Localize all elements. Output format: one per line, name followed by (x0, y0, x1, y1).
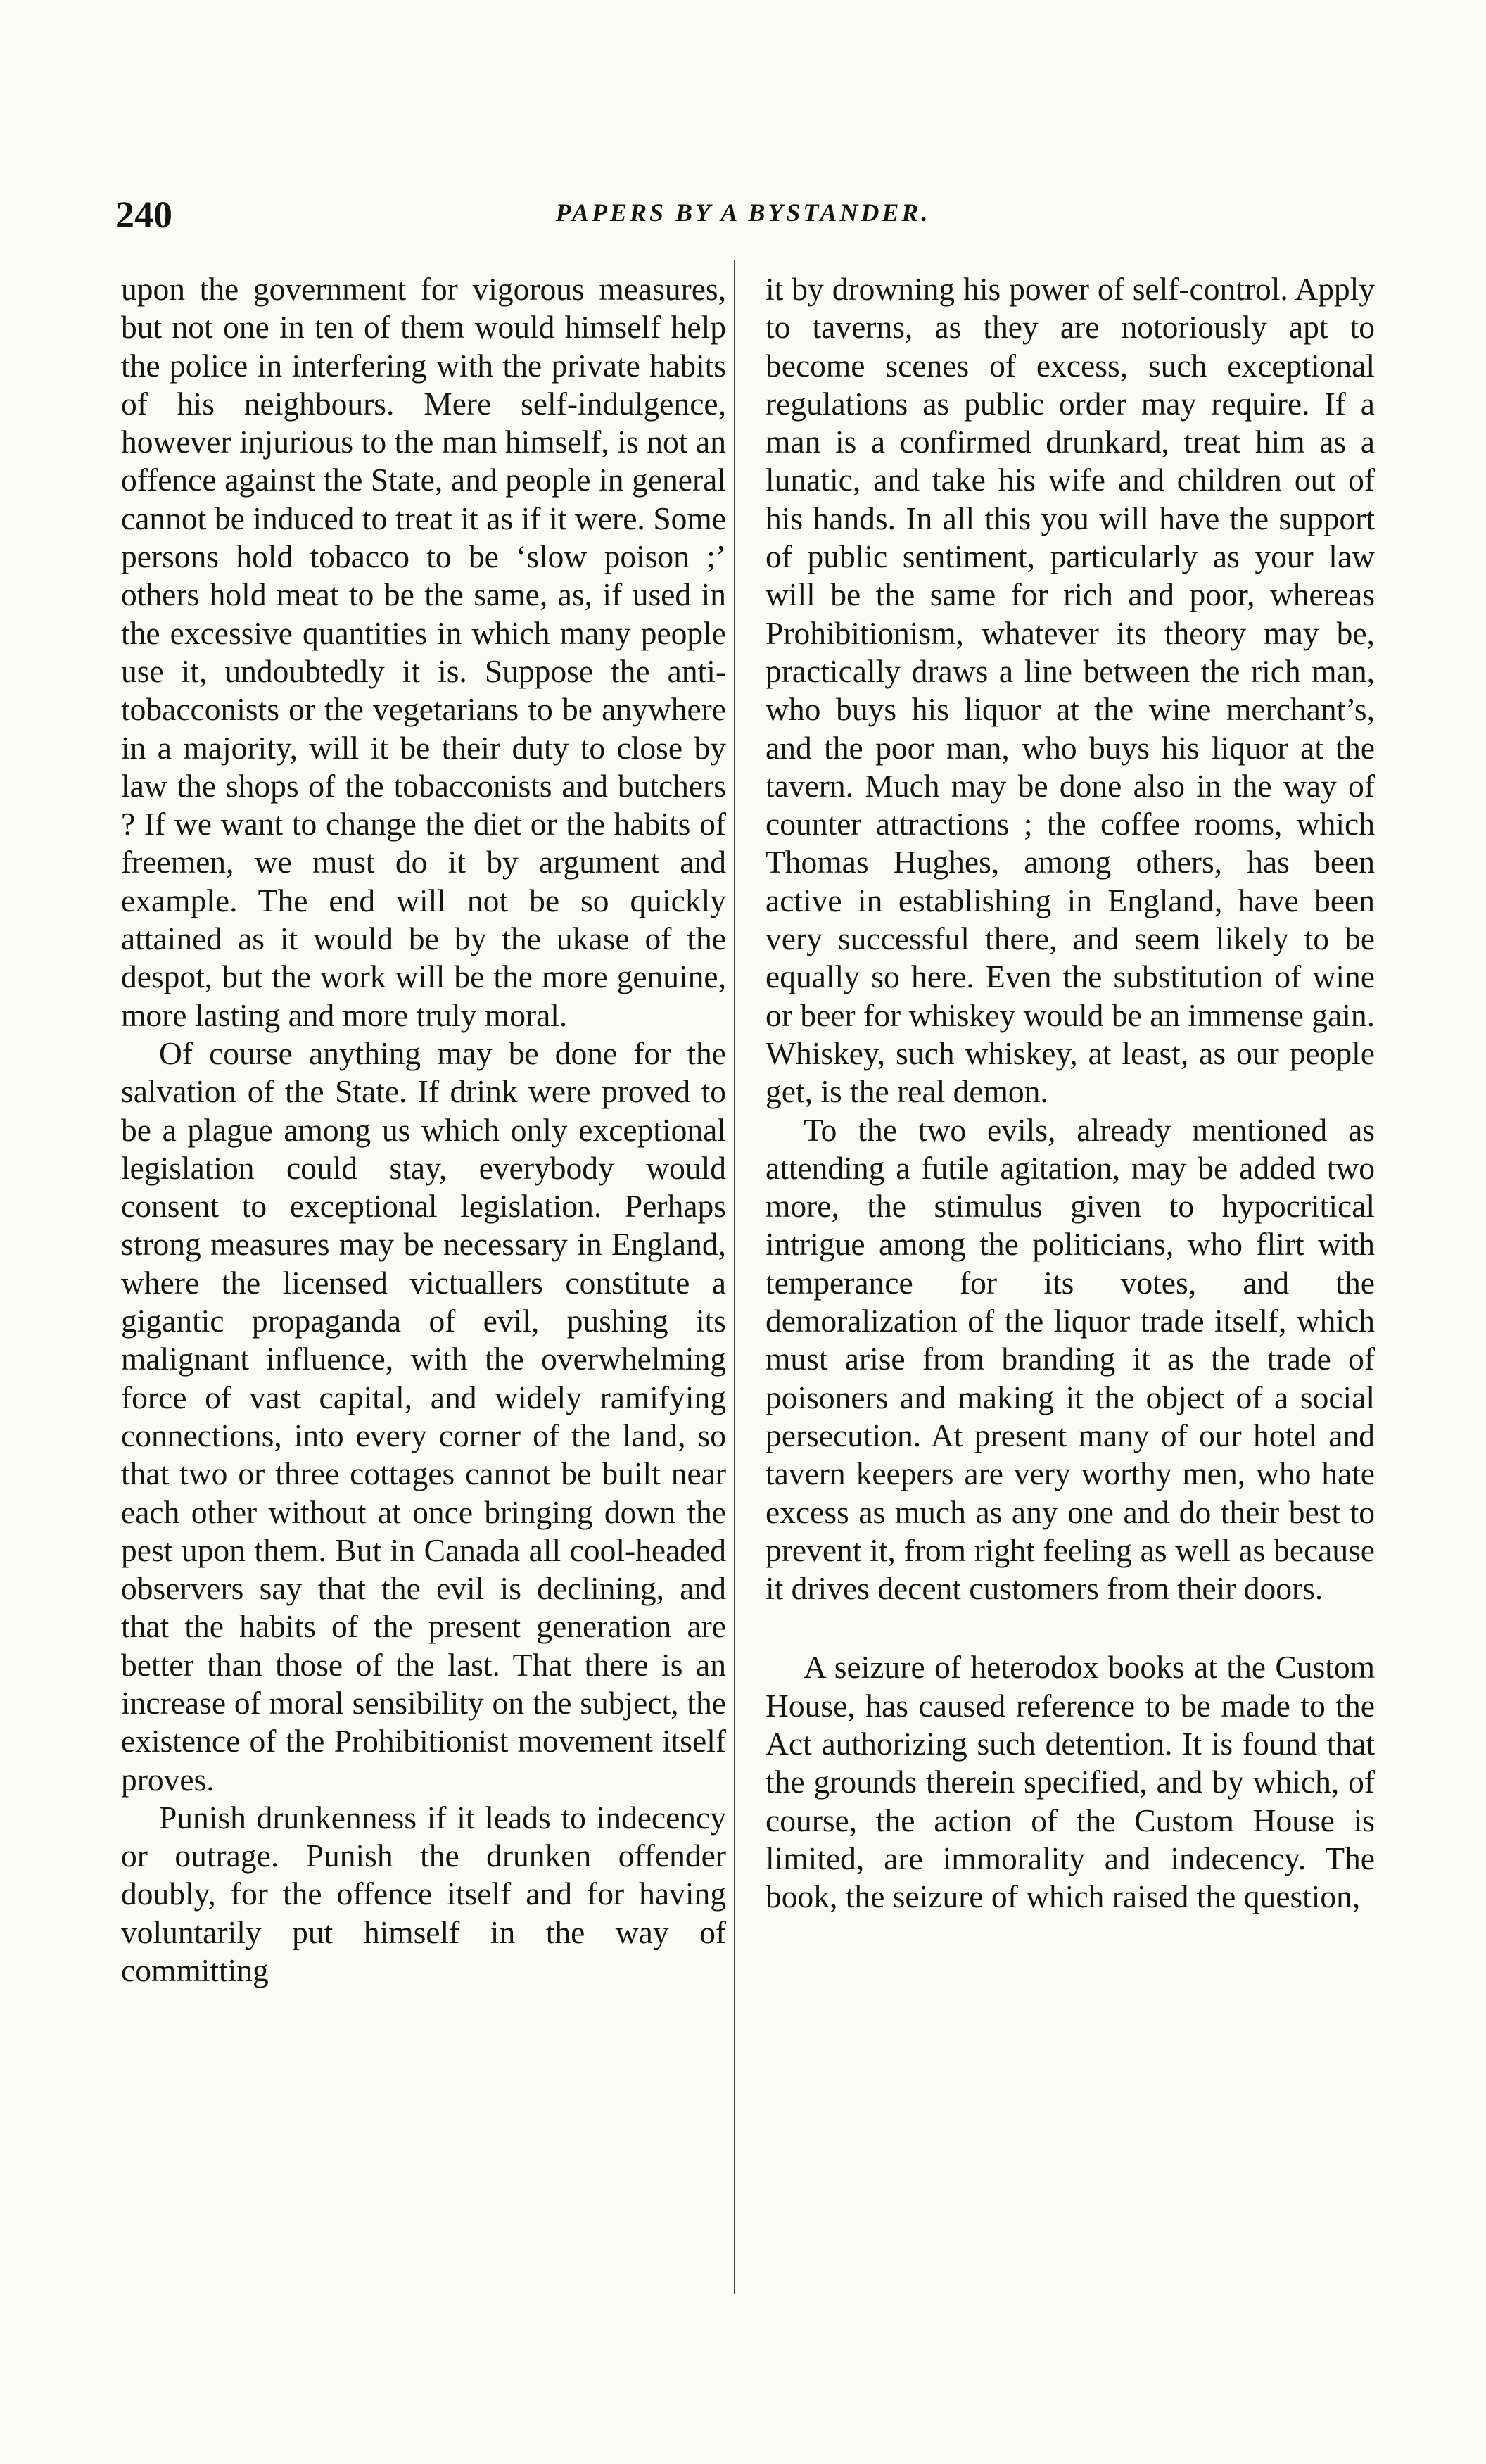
paragraph: A seizure of heterodox books at the Custom House, has caused reference to be made to the Act authorizing such detention. It is found that the grounds therein specified, and by which, of course, the action of the Custom House is limited, are immorality and indecency. The book, the seizure of which raised the question, (766, 1649, 1375, 1915)
page-number: 240 (115, 194, 172, 236)
paragraph: it by drowning his power of self-control. Apply to taverns, as they are notoriously apt to become scenes of excess, such exceptional regulations as public order may require. If a man is a confirmed drunkard, treat him as a lunatic, and take his wife and children out of his hands. In all this you will have the support of public sentiment, particularly as your law will be the same for rich and poor, whereas Prohibitionism, whatever its theory may be, practically draws a line between the rich man, who buys his liquor at the wine merchant’s, and the poor man, who buys his liquor at the tavern. Much may be done also in the way of counter attractions ; the coffee rooms, which Thomas Hughes, among others, has been active in establishing in England, have been very successful there, and seem likely to be equally so here. Even the substitution of wine or beer for whiskey would be an immense gain. Whiskey, such whiskey, at least, as our people get, is the real demon. (766, 271, 1375, 1110)
paragraph: upon the government for vigorous measures, but not one in ten of them would himself help the police in interfering with the private habits of his neighbours. Mere self-indulgence, however injurious to the man himself, is not an offence against the State, and people in general cannot be induced to treat it as if it were. Some persons hold tobacco to be ‘slow poison ;’ others hold meat to be the same, as, if used in the excessive quantities in which many people use it, undoubtedly it is. Suppose the anti-tobacconists or the vegetarians to be anywhere in a majority, will it be their duty to close by law the shops of the tobacconists and butchers ? If we want to change the diet or the habits of freemen, we must do it by argument and example. The end will not be so quickly attained as it would be by the ukase of the despot, but the work will be the more genuine, more lasting and more truly moral. (121, 271, 726, 1033)
running-head: PAPERS BY A BYSTANDER. (555, 198, 931, 227)
right-column (766, 270, 1375, 1916)
paragraph: Of course anything may be done for the salvation of the State. If drink were proved to be a plague among us which only exceptional legislation could stay, everybody would consent to exceptional legislation. Perhaps strong measures may be necessary in England, where the licensed victuallers constitute a gigantic propaganda of evil, pushing its malignant influence, with the overwhelming force of vast capital, and widely ramifying connections, into every corner of the land, so that two or three cottages cannot be built near each other without at once bringing down the pest upon them. But in Canada all cool-headed observers say that the evil is declining, and that the habits of the present generation are better than those of the last. That there is an increase of moral sensibility on the subject, the existence of the Prohibitionist movement itself proves. (121, 1035, 726, 1798)
paragraph: Punish drunkenness if it leads to indecency or outrage. Punish the drunken offender doubly, for the offence itself and for having voluntarily put himself in the way of committing (121, 1799, 726, 1989)
paragraph: To the two evils, already mentioned as attending a futile agitation, may be added two more, the stimulus given to hypocritical intrigue among the politicians, who flirt with temperance for its votes, and the demoralization of the liquor trade itself, which must arise from branding it as the trade of poisoners and making it the object of a social persecution. At present many of our hotel and tavern keepers are very worthy men, who hate excess as much as any one and do their best to prevent it, from right feeling as well as because it drives decent customers from their doors. (766, 1111, 1375, 1607)
column-divider (734, 260, 735, 2294)
left-column (121, 270, 726, 1990)
